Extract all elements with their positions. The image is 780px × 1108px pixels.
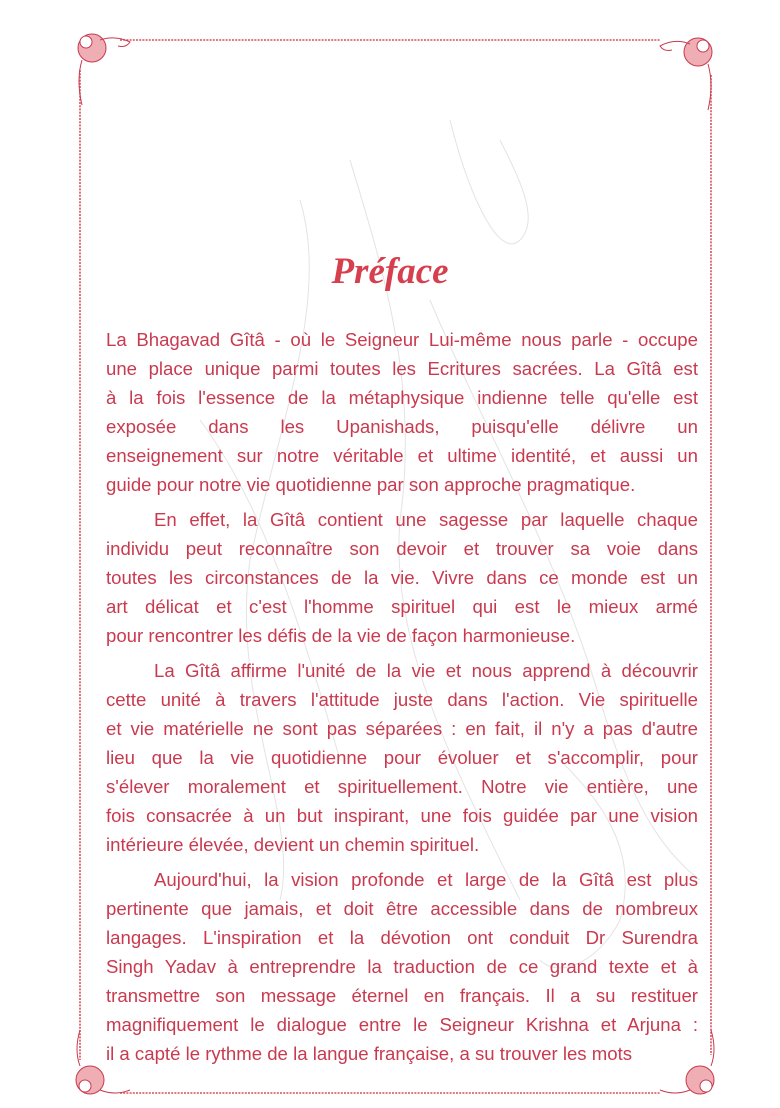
paragraph	[106, 505, 698, 650]
page-title: Préface	[331, 251, 449, 292]
text-line: lieu que la vie quotidienne pour évoluer et s'accomplir, pour	[106, 747, 698, 768]
text-line: une place unique parmi toutes les Ecritures sacrées. La Gîtâ est	[106, 358, 698, 379]
corner-ornament-top-left	[78, 34, 130, 105]
corner-ornament-top-right	[660, 38, 712, 110]
text-line: à la fois l'essence de la métaphysique indienne telle qu'elle est	[106, 387, 698, 408]
preface-body	[106, 325, 698, 1074]
text-line: et vie matérielle ne sont pas séparées : en fait, il n'y a pas d'autre	[106, 718, 698, 739]
text-line: pour rencontrer les défis de la vie de façon harmonieuse.	[106, 625, 576, 646]
text-line: s'élever moralement et spirituellement. Notre vie entière, une	[106, 776, 698, 797]
text-line: Singh Yadav à entreprendre la traduction de ce grand texte et à	[106, 956, 698, 977]
text-line: exposée dans les Upanishads, puisqu'elle délivre un	[106, 416, 698, 437]
paragraph	[106, 865, 698, 1068]
text-line: transmettre son message éternel en français. Il a su restituer	[106, 985, 698, 1006]
text-line: intérieure élevée, devient un chemin spirituel.	[106, 834, 480, 855]
text-line: En effet, la Gîtâ contient une sagesse par laquelle chaque	[154, 509, 698, 530]
text-line: enseignement sur notre véritable et ultime identité, et aussi un	[106, 445, 698, 466]
text-line: il a capté le rythme de la langue française, a su trouver les mots	[106, 1043, 633, 1064]
text-line: La Gîtâ affirme l'unité de la vie et nous apprend à découvrir	[154, 660, 698, 681]
paragraph	[106, 656, 698, 859]
text-line: fois consacrée à un but inspirant, une fois guidée par une vision	[106, 805, 698, 826]
text-line: La Bhagavad Gîtâ - où le Seigneur Lui-même nous parle - occupe	[106, 329, 698, 350]
text-line: Aujourd'hui, la vision profonde et large de la Gîtâ est plus	[154, 869, 698, 890]
text-line: magnifiquement le dialogue entre le Seigneur Krishna et Arjuna :	[106, 1014, 698, 1035]
text-line: individu peut reconnaître son devoir et trouver sa voie dans	[106, 538, 698, 559]
paragraph	[106, 325, 698, 499]
text-line: langages. L'inspiration et la dévotion ont conduit Dr Surendra	[106, 927, 698, 948]
text-line: art délicat et c'est l'homme spirituel qui est le mieux armé	[106, 596, 698, 617]
text-line: cette unité à travers l'attitude juste dans l'action. Vie spirituelle	[106, 689, 698, 710]
text-line: pertinente que jamais, et doit être accessible dans de nombreux	[106, 898, 698, 919]
text-line: toutes les circonstances de la vie. Vivre dans ce monde est un	[106, 567, 698, 588]
text-line: guide pour notre vie quotidienne par son approche pragmatique.	[106, 474, 636, 495]
